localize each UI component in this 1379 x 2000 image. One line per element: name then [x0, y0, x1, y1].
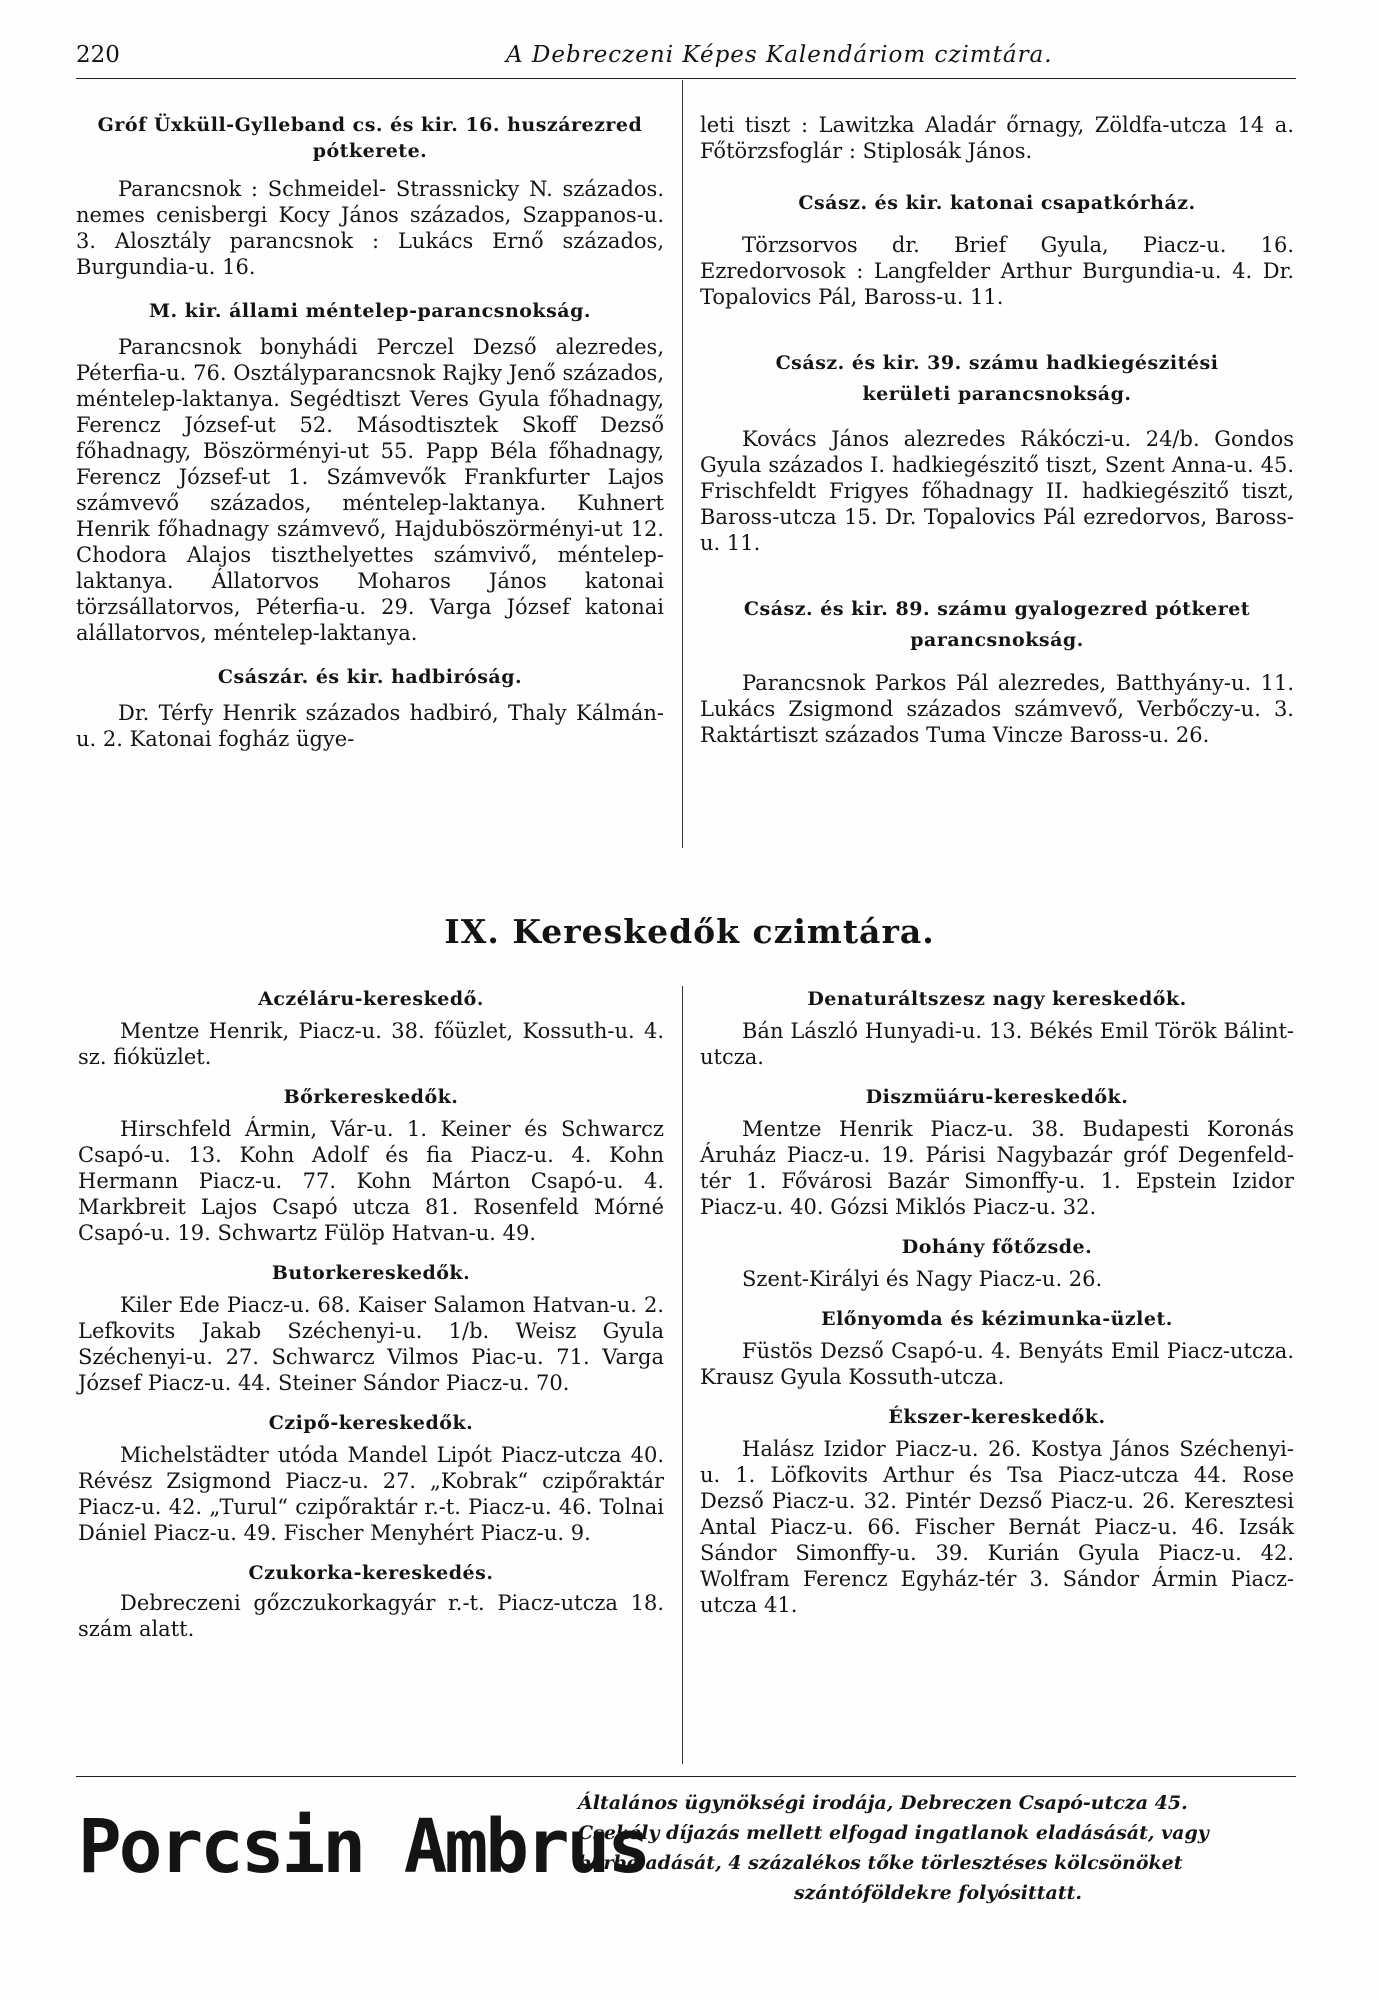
entry-title: Butorkereskedők. [271, 1262, 471, 1284]
entry-text: Füstös Dezső Csapó-u. 4. Benyáts Emil Piacz-utcza. Krausz Gyula Kossuth-utcza. [700, 1339, 1294, 1389]
entry-title: Császár. és kir. hadbiróság. [217, 666, 523, 688]
entry-text: Mentze Henrik, Piacz-u. 38. főüzlet, Kossuth-u. 4. sz. fióküzlet. [78, 1019, 664, 1069]
advertisement-line: Csekély díjazás mellett elfogad ingatlanok eladásását, vagy [578, 1822, 1209, 1844]
entry-title: Aczéláru-kereskedő. [258, 988, 484, 1010]
entry-title: Czukorka-kereskedés. [248, 1562, 494, 1584]
top-right-column [700, 112, 1294, 748]
entry-text: Szent-Királyi és Nagy Piacz-u. 26. [742, 1267, 1103, 1291]
column-divider [682, 986, 683, 1764]
bottom-right-column [700, 986, 1294, 1618]
entry-title: Dohány főtőzsde. [901, 1236, 1093, 1258]
entry-title: Diszmüáru-kereskedők. [865, 1086, 1129, 1108]
advertisement-name: Porcsin Ambrus [78, 1804, 649, 1890]
advertisement-line: Általános ügynökségi irodája, Debreczen Csapó-utcza 45. [578, 1792, 1188, 1814]
bottom-left-column [78, 986, 664, 1642]
entry-text: Debreczeni gőzczukorkagyár r.-t. Piacz-utcza 18. szám alatt. [78, 1591, 664, 1641]
entry-title: Denaturáltszesz nagy kereskedők. [807, 988, 1187, 1010]
entry-text: Kiler Ede Piacz-u. 68. Kaiser Salamon Hatvan-u. 2. Lefkovits Jakab Széchenyi-u. 1/b. Weisz Gyula Széchenyi-u. 27. Schwarcz Vilmos Piac-u. 71. Varga József Piacz-u. 44. Steiner Sándor Piacz-u. 70. [78, 1293, 664, 1395]
entry-text: leti tiszt : Lawitzka Aladár őrnagy, Zöldfa-utcza 14 a. Főtörzsfoglár : Stiplosák János. [700, 113, 1294, 163]
entry-text: Michelstädter utóda Mandel Lipót Piacz-utcza 40. Révész Zsigmond Piacz-u. 27. „Kobrak“ czipőraktár Piacz-u. 42. „Turul“ czipőraktár r.-t. Piacz-u. 46. Tolnai Dániel Piacz-u. 49. Fischer Menyhért Piacz-u. 9. [78, 1443, 664, 1545]
column-divider [682, 80, 683, 848]
page-header [76, 38, 1296, 79]
entry-text: Parancsnok Parkos Pál alezredes, Batthyány-u. 11. Lukács Zsigmond százados számvevő, Verbőczy-u. 3. Raktártiszt százados Tuma Vincze Baross-u. 26. [700, 671, 1294, 747]
advertisement-rule [76, 1776, 1296, 1777]
entry-title: Bőrkereskedők. [283, 1086, 459, 1108]
running-title: A Debreczeni Képes Kalendáriom czimtára. [506, 42, 1053, 68]
entry-title: Csász. és kir. 39. számu hadkiegészitési kerületi parancsnokság. [775, 352, 1219, 405]
entry-text: Parancsnok : Schmeidel- Strassnicky N. százados. nemes cenisbergi Kocy János százados, Szappanos-u. 3. Alosztály parancsnok : Lukács Ernő százados, Burgundia-u. 16. [76, 177, 664, 279]
advertisement-line: bérbe adását, 4 százalékos tőke törlesztéses kölcsönöket [578, 1852, 1183, 1874]
entry-title: Czipő-kereskedők. [268, 1412, 474, 1434]
advertisement-text [578, 1788, 1298, 1908]
entry-title: M. kir. állami méntelep-parancsnokság. [148, 300, 592, 322]
entry-text: Dr. Térfy Henrik százados hadbiró, Thaly Kálmán-u. 2. Katonai fogház ügye- [76, 701, 664, 751]
entry-title: Csász. és kir. katonai csapatkórház. [798, 192, 1196, 214]
entry-title: Csász. és kir. 89. számu gyalogezred pótkeret parancsnokság. [743, 598, 1251, 651]
entry-text: Kovács János alezredes Rákóczi-u. 24/b. Gondos Gyula százados I. hadkiegészitő tiszt, Szent Anna-u. 45. Frischfeldt Frigyes főhadnagy II. hadkiegészitő tiszt, Baross-utcza 15. Dr. Topalovics Pál ezredorvos, Baross-u. 11. [700, 427, 1294, 555]
section-title: IX. Kereskedők czimtára. [444, 912, 935, 951]
entry-text: Mentze Henrik Piacz-u. 38. Budapesti Koronás Áruház Piacz-u. 19. Párisi Nagybazár gróf Degenfeld-tér 1. Fővárosi Bazár Simonffy-u. 1. Epstein Izidor Piacz-u. 40. Gózsi Miklós Piacz-u. 32. [700, 1117, 1294, 1219]
entry-title: Gróf Üxküll-Gylleband cs. és kir. 16. huszárezred pótkerete. [97, 114, 643, 162]
entry-title: Előnyomda és kézimunka-üzlet. [821, 1308, 1173, 1330]
page-number: 220 [76, 42, 120, 68]
entry-text: Halász Izidor Piacz-u. 26. Kostya János Széchenyi-u. 1. Löfkovits Arthur és Tsa Piacz-utcza 44. Rose Dezső Piacz-u. 32. Pintér Dezső Piacz-u. 26. Keresztesi Antal Piacz-u. 66. Fischer Bernát Piacz-u. 46. Izsák Sándor Simonffy-u. 39. Kurián Gyula Piacz-u. 42. Wolfram Ferencz Egyház-tér 3. Sándor Ármin Piacz-utcza 41. [700, 1437, 1294, 1617]
entry-text: Törzsorvos dr. Brief Gyula, Piacz-u. 16. Ezredorvosok : Langfelder Arthur Burgundia-u. 4. Dr. Topalovics Pál, Baross-u. 11. [700, 233, 1294, 309]
entry-title: Ékszer-kereskedők. [888, 1406, 1106, 1428]
entry-text: Bán László Hunyadi-u. 13. Békés Emil Török Bálint-utcza. [700, 1019, 1294, 1069]
top-left-column [76, 112, 664, 752]
advertisement-line: szántóföldekre folyósittatt. [793, 1882, 1083, 1904]
entry-text: Hirschfeld Ármin, Vár-u. 1. Keiner és Schwarcz Csapó-u. 13. Kohn Adolf és fia Piacz-u. 4. Kohn Hermann Piacz-u. 77. Kohn Márton Csapó-u. 4. Markbreit Lajos Csapó utcza 81. Rosenfeld Mórné Csapó-u. 19. Schwartz Fülöp Hatvan-u. 49. [78, 1117, 664, 1245]
entry-text: Parancsnok bonyhádi Perczel Dezső alezredes, Péterfia-u. 76. Osztályparancsnok Rajky Jenő százados, méntelep-laktanya. Segédtiszt Veres Gyula főhadnagy, Ferencz József-ut 52. Másodtisztek Skoff Dezső főhadnagy, Böszörményi-ut 55. Papp Béla főhadnagy, Ferencz József-ut 1. Számvevők Frankfurter Lajos számvevő százados, méntelep-laktanya. Kuhnert Henrik főhadnagy számvevő, Hajduböszörményi-ut 12. Chodora Alajos tiszthelyettes számvivő, méntelep-laktanya. Állatorvos Moharos János katonai törzsállatorvos, Péterfia-u. 29. Varga József katonai alállatorvos, méntelep-laktanya. [76, 335, 664, 645]
